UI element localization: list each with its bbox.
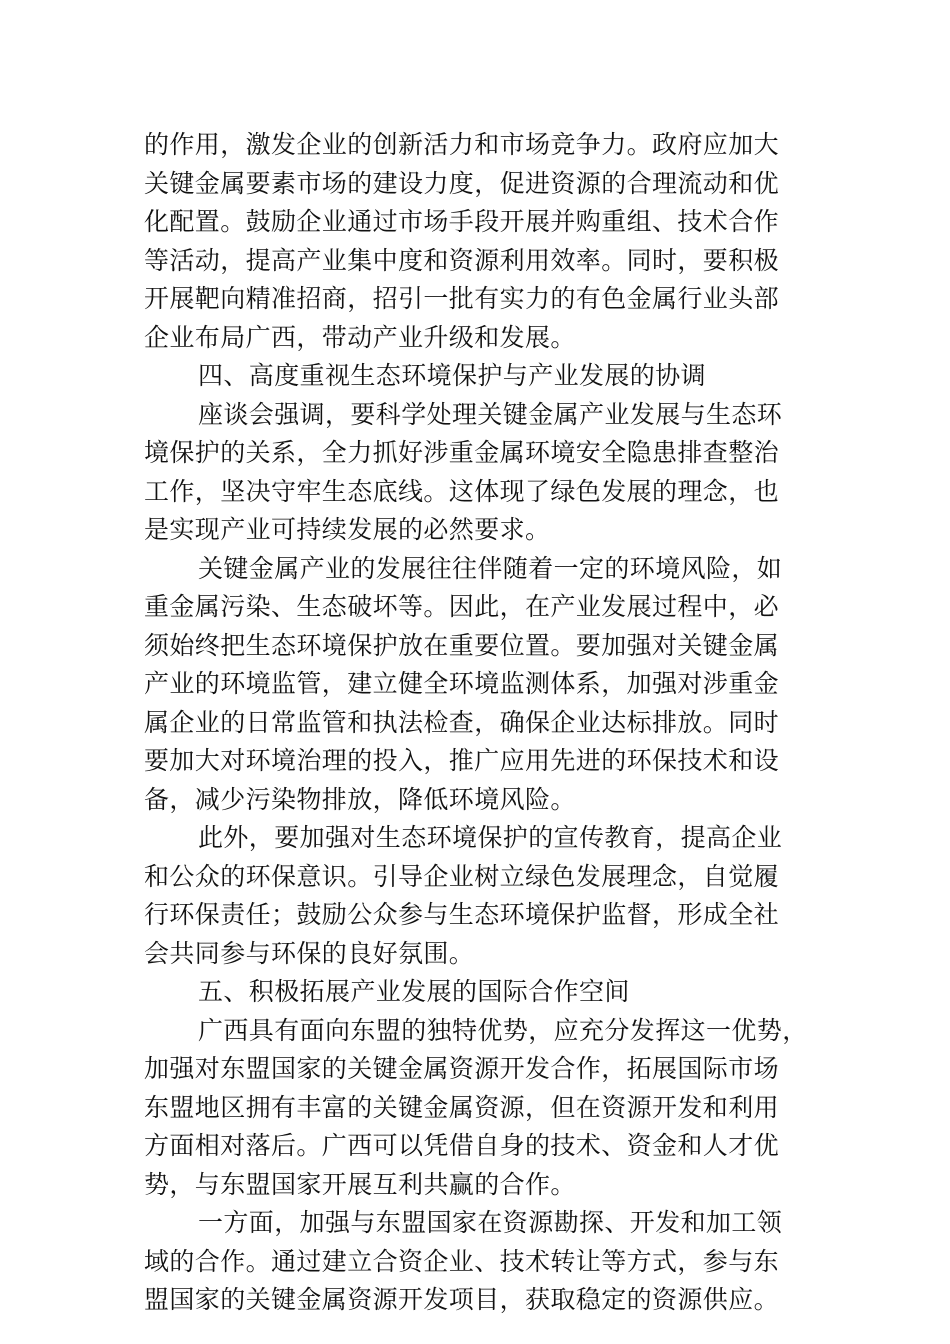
text-line: 关键金属要素市场的建设力度，促进资源的合理流动和优 xyxy=(144,168,780,198)
text-line: 工作，坚决守牢生态底线。这体现了绿色发展的理念，也 xyxy=(144,476,780,506)
text-line: 东盟地区拥有丰富的关键金属资源，但在资源开发和利用 xyxy=(144,1092,780,1122)
text-line: 关键金属产业的发展往往伴随着一定的环境风险，如 xyxy=(198,553,783,583)
text-line: 五、积极拓展产业发展的国际合作空间 xyxy=(198,977,630,1006)
text-line: 是实现产业可持续发展的必然要求。 xyxy=(144,515,551,544)
text-line: 座谈会强调，要科学处理关键金属产业发展与生态环 xyxy=(198,399,783,429)
text-line: 广西具有面向东盟的独特优势，应充分发挥这一优势， xyxy=(198,1015,808,1045)
body-text xyxy=(144,126,808,1320)
text-line: 化配置。鼓励企业通过市场手段开展并购重组、技术合作 xyxy=(144,207,780,236)
text-line: 产业的环境监管，建立健全环境监测体系，加强对涉重金 xyxy=(144,669,780,698)
text-line: 会共同参与环保的良好氛围。 xyxy=(144,938,475,968)
text-line: 方面相对落后。广西可以凭借自身的技术、资金和人才优 xyxy=(144,1131,780,1160)
text-line: 要加大对环境治理的投入，推广应用先进的环保技术和设 xyxy=(144,746,780,775)
text-line: 重金属污染、生态破坏等。因此，在产业发展过程中，必 xyxy=(144,592,780,621)
text-line: 行环保责任；鼓励公众参与生态环境保护监督，形成全社 xyxy=(144,900,780,929)
text-line: 开展靶向精准招商，招引一批有实力的有色金属行业头部 xyxy=(144,284,780,313)
text-line: 盟国家的关键金属资源开发项目，获取稳定的资源供应。 xyxy=(144,1285,780,1314)
text-line: 备，减少污染物排放，降低环境风险。 xyxy=(144,784,576,814)
text-line: 一方面，加强与东盟国家在资源勘探、开发和加工领 xyxy=(198,1208,783,1237)
text-line: 加强对东盟国家的关键金属资源开发合作，拓展国际市场 xyxy=(144,1054,780,1083)
text-line: 域的合作。通过建立合资企业、技术转让等方式，参与东 xyxy=(144,1246,780,1276)
text-line: 和公众的环保意识。引导企业树立绿色发展理念，自觉履 xyxy=(144,861,780,891)
text-line: 势，与东盟国家开展互利共赢的合作。 xyxy=(144,1169,576,1199)
text-line: 属企业的日常监管和执法检查，确保企业达标排放。同时 xyxy=(144,707,780,737)
text-line: 此外，要加强对生态环境保护的宣传教育，提高企业 xyxy=(198,823,783,852)
text-line: 企业布局广西，带动产业升级和发展。 xyxy=(144,322,576,352)
text-line: 的作用，激发企业的创新活力和市场竞争力。政府应加大 xyxy=(144,130,780,159)
text-line: 须始终把生态环境保护放在重要位置。要加强对关键金属 xyxy=(144,630,780,660)
text-line: 境保护的关系，全力抓好涉重金属环境安全隐患排查整治 xyxy=(144,438,780,467)
text-line: 四、高度重视生态环境保护与产业发展的协调 xyxy=(198,361,707,390)
text-line: 等活动，提高产业集中度和资源利用效率。同时，要积极 xyxy=(144,245,780,275)
